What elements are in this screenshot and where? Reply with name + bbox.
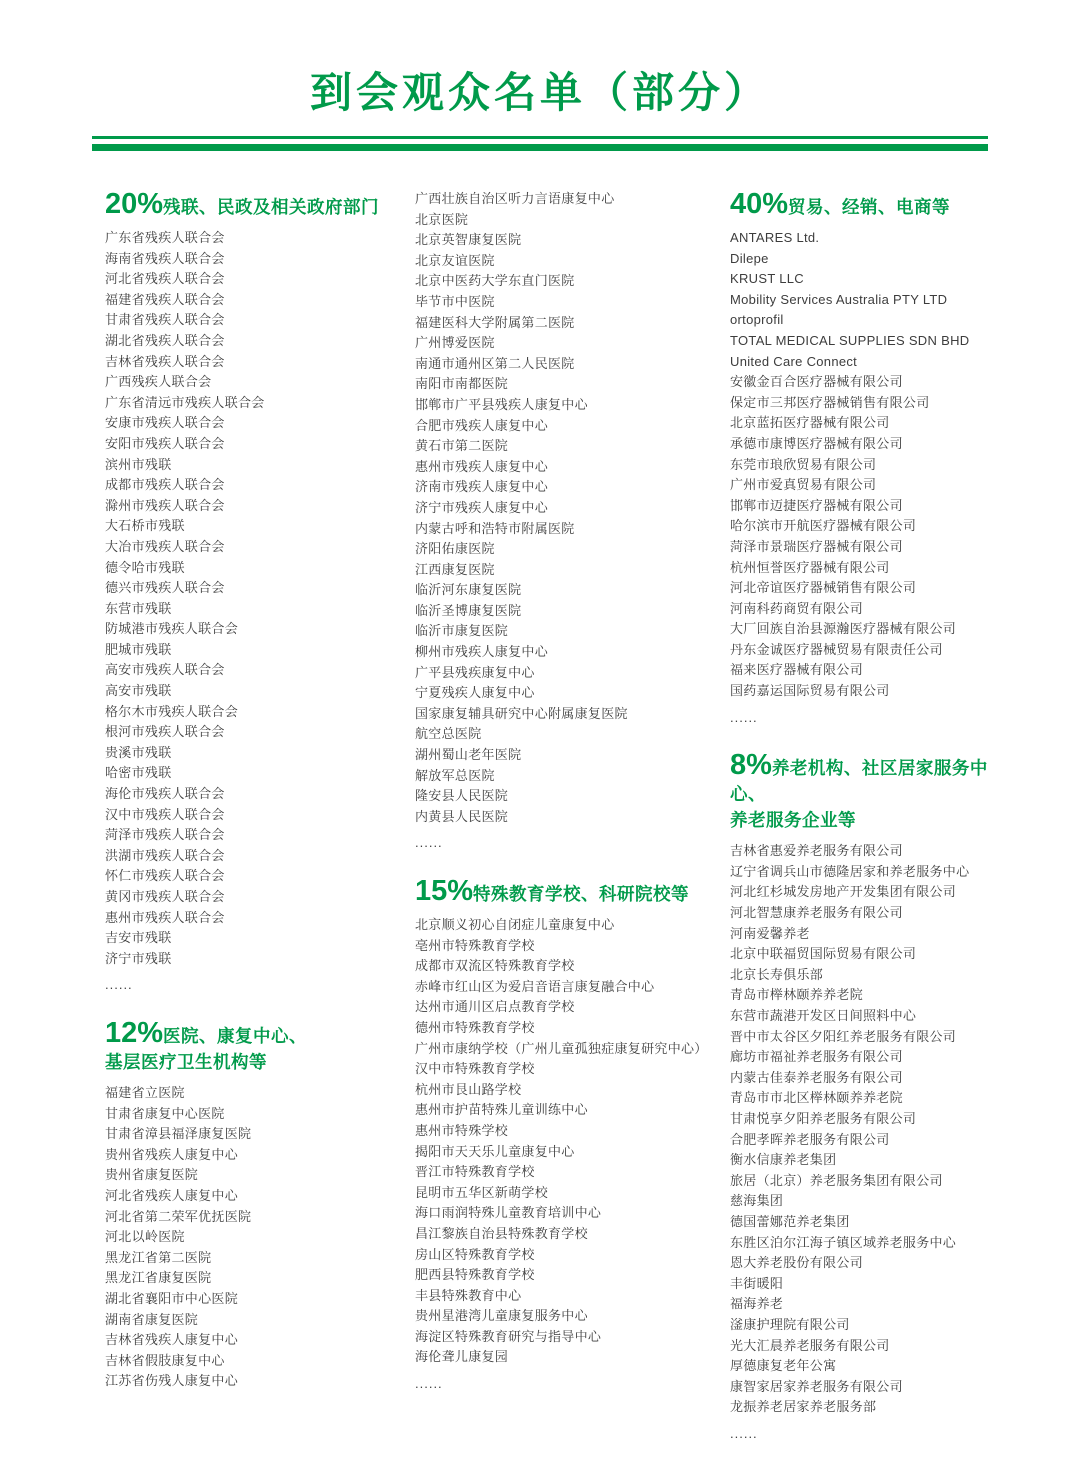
- list-item: 贵州星港湾儿童康复服务中心: [415, 1308, 588, 1324]
- list-item: 黄冈市残疾人联合会: [105, 889, 225, 904]
- list-item: 成都市残疾人联合会: [105, 477, 225, 493]
- list-item: 北京长寿俱乐部: [730, 966, 824, 982]
- ellipsis: ......: [730, 709, 758, 725]
- list-item: 河北智慧康养老服务有限公司: [730, 905, 903, 921]
- list-item: TOTAL MEDICAL SUPPLIES SDN BHD: [730, 332, 970, 348]
- list-item: 福来医疗器械有限公司: [730, 662, 864, 678]
- list-item: 根河市残疾人联合会: [105, 724, 225, 740]
- list-item: 甘肃省康复中心医院: [105, 1105, 225, 1121]
- list-item: 菏泽市残疾人联合会: [105, 827, 225, 843]
- list-item: 济阳佑康医院: [415, 541, 495, 557]
- list-item: 格尔木市残疾人联合会: [105, 703, 239, 719]
- list-item: 辽宁省调兵山市德隆居家和养老服务中心: [730, 863, 970, 879]
- list-item: 承德市康博医疗器械有限公司: [730, 435, 903, 451]
- list-item: 北京英智康复医院: [415, 232, 522, 248]
- list-item: 北京友谊医院: [415, 252, 495, 268]
- list-item: 贵溪市残联: [105, 744, 172, 760]
- list-item: 恩大养老股份有限公司: [730, 1255, 864, 1271]
- list-item: 广东省清远市残疾人联合会: [105, 394, 265, 410]
- list-item: 海南省残疾人联合会: [105, 250, 225, 266]
- list-item: 福建医科大学附属第二医院: [415, 314, 575, 330]
- list-item: 河北红杉城发房地产开发集团有限公司: [730, 884, 957, 900]
- list-item: 怀仁市残疾人联合会: [105, 868, 225, 884]
- list-item: 福海养老: [730, 1296, 784, 1312]
- list-item: Mobility Services Australia PTY LTD: [730, 291, 948, 307]
- list-item: 达州市通川区启点教育学校: [415, 999, 575, 1015]
- list-item: 航空总医院: [415, 726, 482, 742]
- list-item: 龙振养老居家养老服务部: [730, 1399, 877, 1415]
- list-item: 甘肃悦享夕阳养老服务有限公司: [730, 1110, 917, 1126]
- list-item: 哈密市残联: [105, 765, 172, 781]
- list-item: 河北省第二荣军优抚医院: [105, 1208, 252, 1224]
- org-list: [105, 1083, 415, 1392]
- list-item: 东营市蔬港开发区日间照料中心: [730, 1008, 917, 1023]
- ellipsis: ......: [105, 977, 133, 993]
- list-item: 肥城市残联: [105, 641, 172, 657]
- list-item: 南阳市南都医院: [415, 376, 509, 392]
- list-item: 河北以岭医院: [105, 1229, 185, 1245]
- section-percent: 8%: [730, 749, 772, 782]
- list-item: 慈海集团: [730, 1193, 784, 1209]
- list-item: 福建省立医院: [105, 1084, 185, 1100]
- section-percent: 12%: [105, 1016, 164, 1049]
- list-item: ANTARES Ltd.: [730, 230, 820, 245]
- list-item: 赤峰市红山区为爱启音语言康复融合中心: [415, 978, 655, 994]
- list-item: 广州博爱医院: [415, 335, 495, 351]
- list-item: 北京医院: [415, 211, 469, 227]
- list-item: 东莞市琅欣贸易有限公司: [730, 456, 877, 472]
- section-heading: [730, 189, 1014, 220]
- list-item: 菏泽市景瑞医疗器械有限公司: [730, 538, 903, 554]
- list-item: 惠州市残疾人联合会: [105, 909, 225, 925]
- list-item: 哈尔滨市开航医疗器械有限公司: [730, 518, 917, 534]
- section-heading: [105, 1018, 415, 1075]
- section-percent: 40%: [730, 188, 789, 220]
- list-item: 吉林省残疾人联合会: [105, 353, 225, 369]
- org-list: [415, 915, 730, 1368]
- list-item: 德令哈市残联: [105, 559, 185, 575]
- list-item: 广西残疾人联合会: [105, 374, 212, 390]
- section-title: 特殊教育学校、科研院校等: [473, 884, 690, 904]
- list-item: 保定市三邦医疗器械销售有限公司: [730, 394, 930, 410]
- column-2: [415, 189, 730, 1395]
- list-item: 房山区特殊教育学校: [415, 1246, 535, 1262]
- list-item: 河北省残疾人联合会: [105, 271, 225, 287]
- list-item: 惠州市残疾人康复中心: [415, 458, 549, 474]
- list-item: 旅居（北京）养老服务集团有限公司: [730, 1172, 943, 1188]
- section-percent: 15%: [415, 875, 474, 907]
- list-item: 湖南省康复医院: [105, 1311, 199, 1327]
- list-item: Dilepe: [730, 250, 769, 266]
- list-item: 广平县残疾康复中心: [415, 664, 535, 680]
- org-list: [730, 841, 1014, 1418]
- list-item: 黄石市第二医院: [415, 438, 509, 454]
- list-item: 大厂回族自治县源瀚医疗器械有限公司: [730, 621, 957, 637]
- section-title: 残联、民政及相关政府部门: [163, 197, 380, 217]
- list-item: 隆安县人民医院: [415, 788, 509, 804]
- list-item: 柳州市残疾人康复中心: [415, 644, 549, 660]
- list-item: 广西壮族自治区听力言语康复中心: [415, 191, 615, 206]
- list-item: 合肥市残疾人康复中心: [415, 417, 549, 433]
- list-item: 南通市通州区第二人民医院: [415, 355, 575, 371]
- list-item: 青岛市市北区榉林颐养养老院: [730, 1090, 903, 1106]
- list-item: ortoprofil: [730, 312, 784, 328]
- list-item: 北京顺义初心自闭症儿童康复中心: [415, 917, 615, 932]
- list-item: 海伦市残疾人联合会: [105, 786, 225, 802]
- list-item: 大石桥市残联: [105, 518, 185, 534]
- list-item: 安徽金百合医疗器械有限公司: [730, 374, 903, 390]
- list-item: 晋中市太谷区夕阳红养老服务有限公司: [730, 1028, 957, 1044]
- list-item: 惠州市特殊学校: [415, 1122, 509, 1138]
- list-item: 湖北省残疾人联合会: [105, 332, 225, 348]
- list-item: 河北帝谊医疗器械销售有限公司: [730, 580, 917, 596]
- list-item: 北京蓝拓医疗器械有限公司: [730, 415, 890, 431]
- list-item: 高安市残联: [105, 683, 172, 699]
- org-list: [415, 189, 730, 827]
- list-item: 杭州市艮山路学校: [415, 1081, 522, 1097]
- list-item: 德国蕾娜范养老集团: [730, 1213, 850, 1229]
- list-item: 昌江黎族自治县特殊教育学校: [415, 1225, 588, 1241]
- list-item: 国家康复辅具研究中心附属康复医院: [415, 705, 628, 721]
- list-item: 滨州市残联: [105, 456, 172, 472]
- list-item: 解放军总医院: [415, 767, 495, 783]
- columns: [0, 189, 1080, 1444]
- list-item: 吉林省残疾人康复中心: [105, 1332, 239, 1348]
- org-list: [105, 228, 415, 969]
- list-item: 惠州市护苗特殊儿童训练中心: [415, 1102, 588, 1118]
- list-item: 德兴市残疾人联合会: [105, 580, 225, 596]
- section-title: 医院、康复中心、 基层医疗卫生机构等: [105, 1025, 308, 1072]
- list-item: 北京中医药大学东直门医院: [415, 273, 575, 289]
- list-item: 光大汇晨养老服务有限公司: [730, 1337, 890, 1353]
- list-item: 滁州市残疾人联合会: [105, 497, 225, 513]
- list-item: 河北省残疾人康复中心: [105, 1187, 239, 1203]
- list-item: 东营市残联: [105, 600, 172, 616]
- list-item: 防城港市残疾人联合会: [105, 621, 239, 637]
- list-item: 临沂河东康复医院: [415, 582, 522, 598]
- list-item: United Care Connect: [730, 353, 858, 369]
- list-item: 海淀区特殊教育研究与指导中心: [415, 1328, 602, 1344]
- list-item: 临沂圣博康复医院: [415, 602, 522, 618]
- list-item: 吉安市残联: [105, 930, 172, 946]
- list-item: 内黄县人民医院: [415, 808, 509, 824]
- list-item: 邯郸市迈捷医疗器械有限公司: [730, 497, 903, 513]
- list-item: 江西康复医院: [415, 561, 495, 577]
- list-item: 内蒙古佳泰养老服务有限公司: [730, 1069, 903, 1085]
- section-heading: [730, 750, 1014, 833]
- list-item: 揭阳市天天乐儿童康复中心: [415, 1143, 575, 1159]
- list-item: 海伦聋儿康复园: [415, 1349, 509, 1365]
- list-item: 亳州市特殊教育学校: [415, 937, 535, 953]
- list-item: 福建省残疾人联合会: [105, 291, 225, 307]
- list-item: 青岛市榉林颐养养老院: [730, 987, 864, 1003]
- section-heading: [105, 189, 415, 220]
- list-item: 合肥孝晖养老服务有限公司: [730, 1131, 890, 1147]
- list-item: 安阳市残疾人联合会: [105, 435, 225, 451]
- list-item: 江苏省伤残人康复中心: [105, 1373, 239, 1389]
- list-item: 德州市特殊教育学校: [415, 1019, 535, 1035]
- list-item: 丰县特殊教育中心: [415, 1287, 522, 1303]
- list-item: 湖北省襄阳市中心医院: [105, 1290, 239, 1306]
- column-1: [105, 189, 415, 1392]
- list-item: 临沂市康复医院: [415, 623, 509, 639]
- list-item: 成都市双流区特殊教育学校: [415, 958, 575, 974]
- list-item: 安康市残疾人联合会: [105, 415, 225, 431]
- section-heading: [415, 876, 730, 907]
- org-list: [730, 228, 1014, 702]
- list-item: 大冶市残疾人联合会: [105, 538, 225, 554]
- list-item: 广州市爱真贸易有限公司: [730, 477, 877, 493]
- list-item: 汉中市残疾人联合会: [105, 806, 225, 822]
- list-item: 河南科药商贸有限公司: [730, 600, 864, 616]
- list-item: 厚德康复老年公寓: [730, 1358, 837, 1374]
- list-item: 昆明市五华区新萌学校: [415, 1184, 549, 1200]
- list-item: 毕节市中医院: [415, 293, 495, 309]
- list-item: 湖州蜀山老年医院: [415, 747, 522, 763]
- title-underline-thin: [92, 136, 988, 139]
- list-item: 北京中联福贸国际贸易有限公司: [730, 946, 917, 962]
- list-item: 廊坊市福祉养老服务有限公司: [730, 1049, 903, 1065]
- list-item: 康智家居家养老服务有限公司: [730, 1378, 903, 1394]
- list-item: 汉中市特殊教育学校: [415, 1061, 535, 1077]
- list-item: 河南爱馨养老: [730, 925, 810, 941]
- list-item: 吉林省假肢康复中心: [105, 1352, 225, 1368]
- section-title: 贸易、经销、电商等: [788, 197, 951, 217]
- list-item: 贵州省残疾人康复中心: [105, 1146, 239, 1162]
- list-item: 内蒙古呼和浩特市附属医院: [415, 520, 575, 536]
- list-item: 甘肃省残疾人联合会: [105, 312, 225, 328]
- list-item: 洪湖市残疾人联合会: [105, 847, 225, 863]
- list-item: 黑龙江省康复医院: [105, 1270, 212, 1286]
- list-item: 衡水信康养老集团: [730, 1152, 837, 1168]
- list-item: 丹东金诚医疗器械贸易有限责任公司: [730, 641, 943, 657]
- list-item: 吉林省惠爱养老服务有限公司: [730, 843, 903, 859]
- list-item: 贵州省康复医院: [105, 1167, 199, 1183]
- ellipsis: ......: [415, 1376, 443, 1392]
- list-item: 国药嘉运国际贸易有限公司: [730, 683, 890, 699]
- page-title: 到会观众名单（部分）: [309, 69, 770, 116]
- list-item: 宁夏残疾人康复中心: [415, 685, 535, 701]
- list-item: 海口雨润特殊儿童教育培训中心: [415, 1205, 602, 1221]
- list-item: 肥西县特殊教育学校: [415, 1267, 535, 1283]
- column-3: [730, 189, 1014, 1444]
- list-item: 杭州恒誉医疗器械有限公司: [730, 559, 890, 575]
- list-item: 晋江市特殊教育学校: [415, 1164, 535, 1180]
- section-title: 养老机构、社区居家服务中心、 养老服务企业等: [730, 758, 988, 831]
- list-item: 济宁市残联: [105, 950, 172, 966]
- list-item: 邯郸市广平县残疾人康复中心: [415, 396, 588, 412]
- list-item: 滏康护理院有限公司: [730, 1316, 850, 1332]
- list-item: 济宁市残疾人康复中心: [415, 499, 549, 515]
- list-item: 甘肃省漳县福泽康复医院: [105, 1126, 252, 1142]
- list-item: 丰街暖阳: [730, 1275, 784, 1291]
- list-item: 广东省残疾人联合会: [105, 230, 225, 245]
- list-item: 东胜区泊尔江海子镇区域养老服务中心: [730, 1234, 957, 1250]
- list-item: 高安市残疾人联合会: [105, 662, 225, 678]
- ellipsis: ......: [730, 1425, 758, 1441]
- title-underline-thick: [92, 144, 988, 151]
- list-item: KRUST LLC: [730, 271, 804, 287]
- section-percent: 20%: [105, 188, 164, 220]
- title-underline: [92, 136, 988, 151]
- list-item: 黑龙江省第二医院: [105, 1249, 212, 1265]
- list-item: 广州市康纳学校（广州儿童孤独症康复研究中心）: [415, 1040, 708, 1056]
- list-item: 济南市残疾人康复中心: [415, 479, 549, 495]
- ellipsis: ......: [415, 835, 443, 851]
